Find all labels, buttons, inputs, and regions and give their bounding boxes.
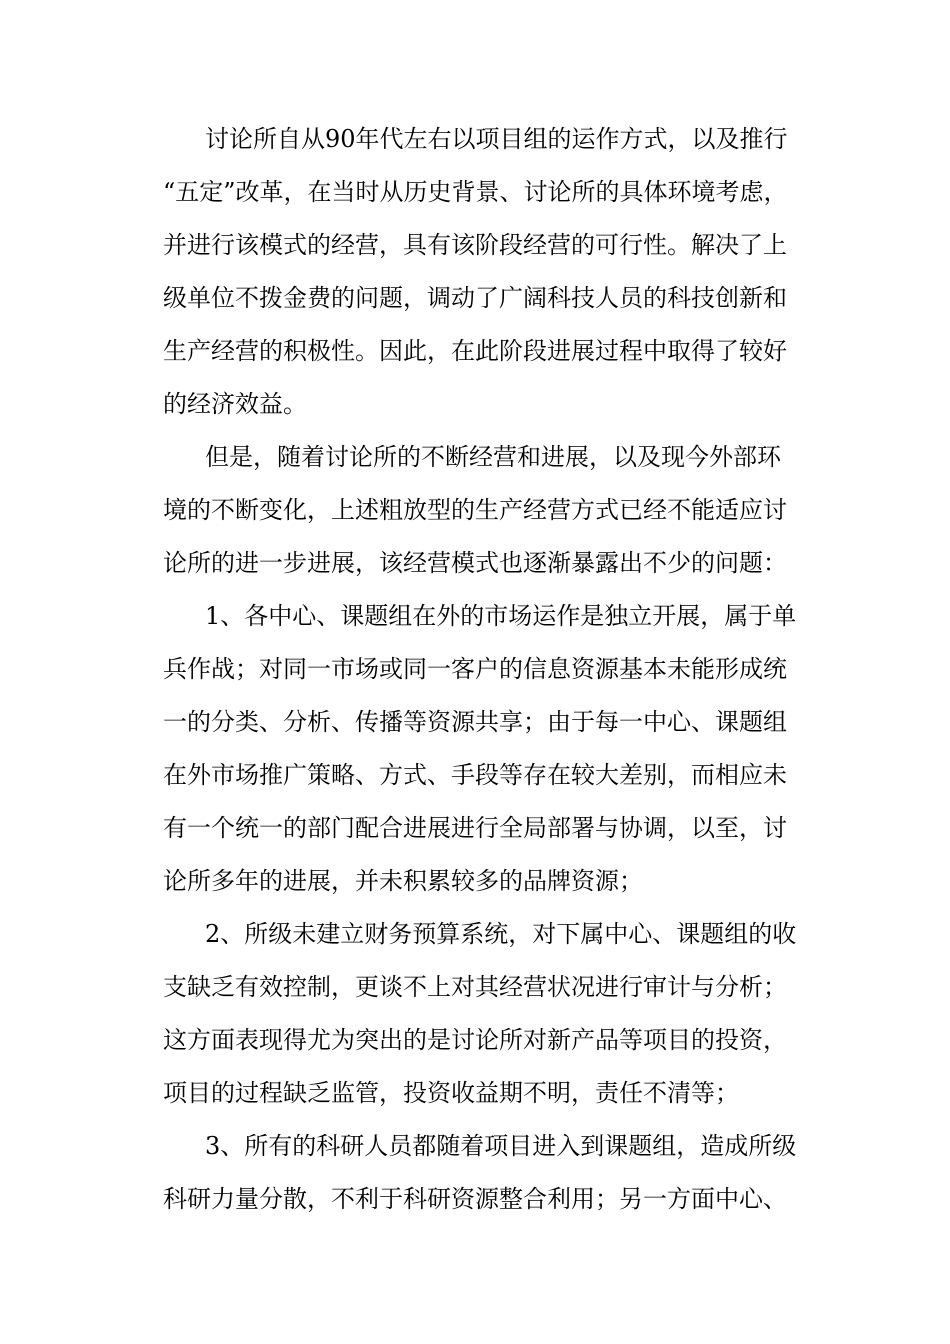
paragraph-4-line-4: 项目的过程缺乏监管，投资收益期不明，责任不清等； xyxy=(163,1079,739,1107)
paragraph-4-line-3: 这方面表现得尤为突出的是讨论所对新产品等项目的投资， xyxy=(163,1026,787,1054)
paragraph-3-line-2: 兵作战；对同一市场或同一客户的信息资源基本未能形成统 xyxy=(163,655,787,683)
paragraph-2-line-2: 境的不断变化，上述粗放型的生产经营方式已经不能适应讨 xyxy=(163,496,787,524)
paragraph-1-line-2: “五定”改革，在当时从历史背景、讨论所的具体环境考虑， xyxy=(163,178,788,206)
paragraph-5-line-2: 科研力量分散，不利于科研资源整合利用；另一方面中心、 xyxy=(163,1185,787,1213)
paragraph-4-line-2: 支缺乏有效控制，更谈不上对其经营状况进行审计与分析； xyxy=(163,973,787,1001)
body-text xyxy=(163,113,797,1226)
paragraph-1-line-6: 的经济效益。 xyxy=(163,390,307,418)
paragraph-2-line-3: 论所的进一步进展，该经营模式也逐渐暴露出不少的问题： xyxy=(163,549,787,577)
paragraph-5-line-1: 3、所有的科研人员都随着项目进入到课题组，造成所级 xyxy=(205,1132,797,1160)
paragraph-1-line-3: 并进行该模式的经营，具有该阶段经营的可行性。解决了上 xyxy=(163,231,787,259)
paragraph-3-line-6: 论所多年的进展，并未积累较多的品牌资源； xyxy=(163,867,643,895)
paragraph-3-line-5: 有一个统一的部门配合进展进行全局部署与协调，以至，讨 xyxy=(163,814,787,842)
paragraph-3-line-3: 一的分类、分析、传播等资源共享；由于每一中心、课题组 xyxy=(163,708,787,736)
paragraph-2-line-1: 但是，随着讨论所的不断经营和进展，以及现今外部环 xyxy=(205,443,781,471)
paragraph-4-line-1: 2、所级未建立财务预算系统，对下属中心、课题组的收 xyxy=(205,920,797,948)
paragraph-3-line-4: 在外市场推广策略、方式、手段等存在较大差别，而相应未 xyxy=(163,761,787,789)
paragraph-3-line-1: 1、各中心、课题组在外的市场运作是独立开展，属于单 xyxy=(205,602,797,630)
paragraph-1-line-4: 级单位不拨金费的问题，调动了广阔科技人员的科技创新和 xyxy=(163,284,787,312)
paragraph-1-line-1: 讨论所自从90年代左右以项目组的运作方式，以及推行 xyxy=(205,125,788,153)
paragraph-1-line-5: 生产经营的积极性。因此，在此阶段进展过程中取得了较好 xyxy=(163,337,787,365)
